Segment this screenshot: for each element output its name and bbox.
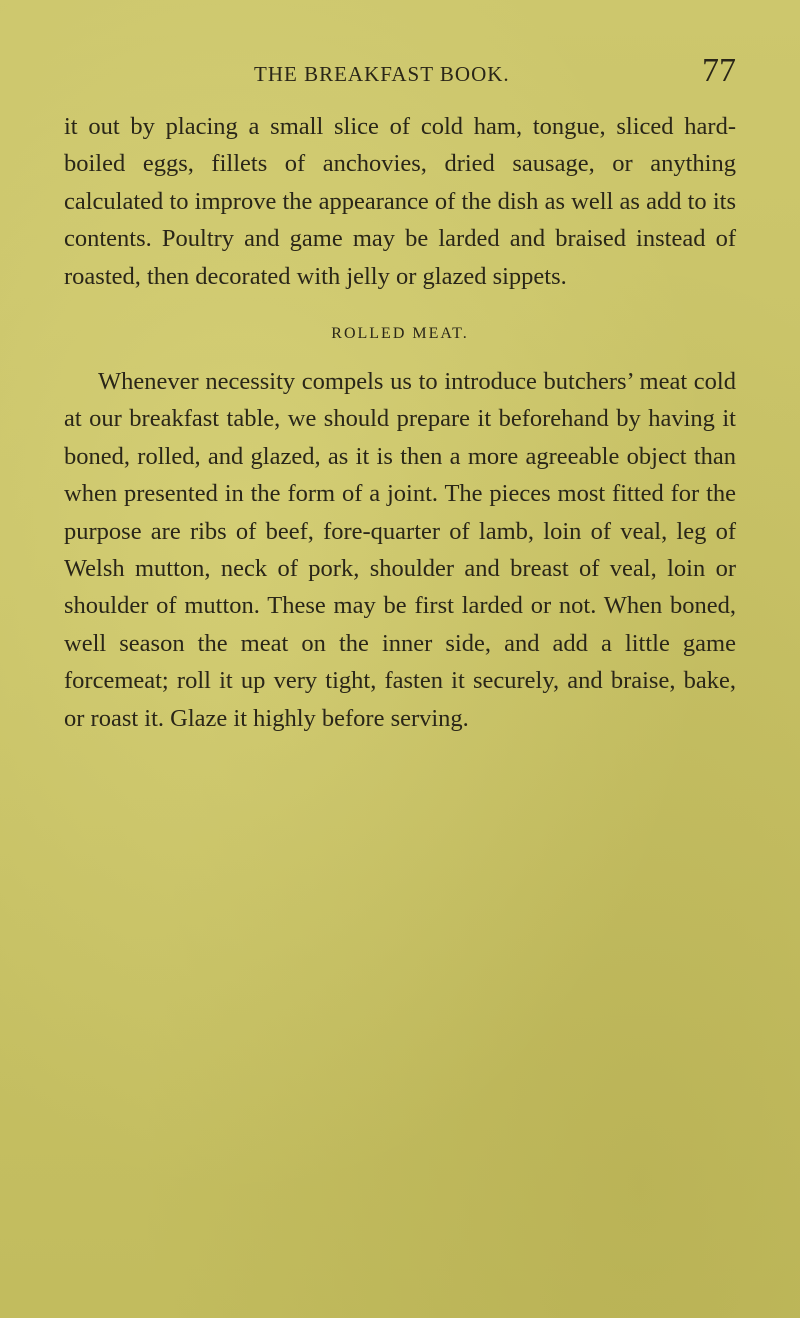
running-head bbox=[64, 52, 736, 102]
page-number: 77 bbox=[702, 52, 736, 89]
section-heading: ROLLED MEAT. bbox=[331, 325, 469, 343]
text-block bbox=[64, 108, 736, 737]
running-title: THE BREAKFAST BOOK. bbox=[254, 62, 510, 86]
paragraph-continued: it out by placing a small slice of cold ham, tongue, sliced hard-boiled eggs, fillets of anchovies, dried sausage, or anything calculated to improve the appearance of the dish as well as add to its contents. Poultry and game may be larded and braised instead of roasted, then decorated with jelly or glazed sippets. bbox=[64, 113, 736, 290]
paragraph-rolled-meat: Whenever necessity compels us to introduce butchers’ meat cold at our breakfast table, we should prepare it beforehand by having it boned, rolled, and glazed, as it is then a more agreeable object than when presented in the form of a joint. The pieces most fitted for the purpose are ribs of beef, fore-quarter of lamb, loin of veal, leg of Welsh mutton, neck of pork, shoulder and breast of veal, loin or shoulder of mutton. These may be first larded or not. When boned, well season the meat on the inner side, and add a little game forcemeat; roll it up very tight, fasten it securely, and braise, bake, or roast it. Glaze it highly before serving. bbox=[64, 368, 736, 732]
